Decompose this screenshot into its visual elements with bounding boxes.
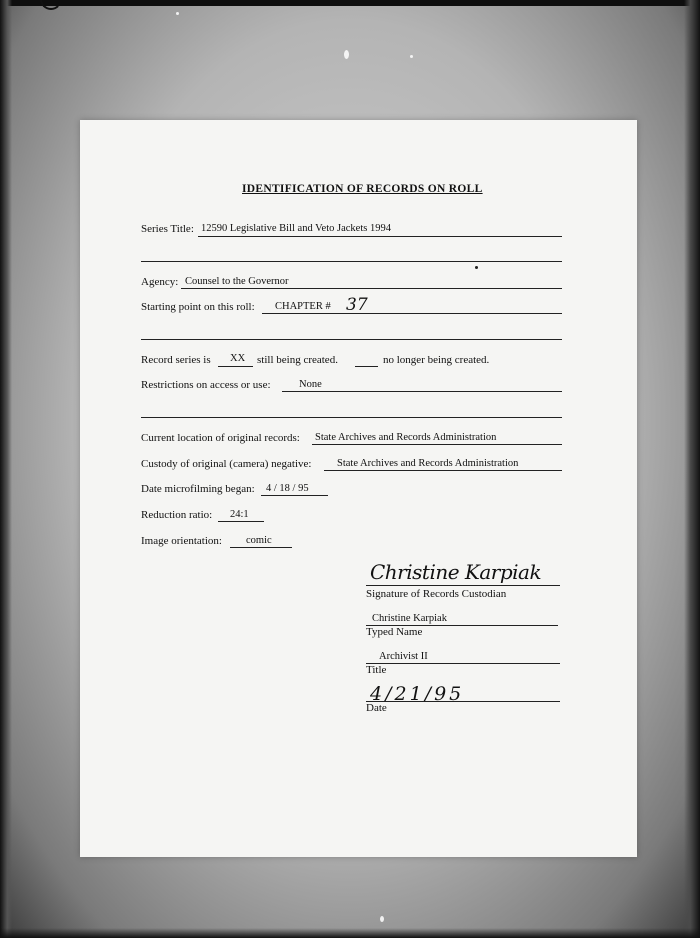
reduction-label: Reduction ratio: (141, 509, 213, 521)
restrictions-value: None (299, 379, 322, 390)
still-created-option: still being created. (257, 354, 338, 366)
date-caption: Date (366, 702, 387, 714)
agency-line (181, 288, 562, 289)
series-title-value: 12590 Legislative Bill and Veto Jackets 1994 (201, 223, 391, 234)
orientation-label: Image orientation: (141, 535, 222, 547)
reduction-line (218, 521, 264, 522)
record-series-mark: XX (230, 353, 246, 364)
orientation-line (230, 547, 292, 548)
reduction-value: 24:1 (230, 509, 249, 520)
current-location-label: Current location of original records: (141, 432, 300, 444)
typed-name-caption: Typed Name (366, 626, 423, 638)
orientation-value: comic (246, 535, 272, 546)
title-value: Archivist II (379, 651, 428, 662)
current-location-line (312, 444, 562, 445)
dust-speck (410, 55, 413, 58)
agency-label: Agency: (141, 276, 179, 288)
film-edge-left (0, 0, 12, 938)
signature-line (366, 585, 560, 586)
restrictions-label: Restrictions on access or use: (141, 379, 271, 391)
starting-point-label: Starting point on this roll: (141, 301, 255, 313)
signature-caption: Signature of Records Custodian (366, 588, 507, 600)
series-title-line (198, 236, 562, 237)
custodian-signature: Christine Karpiak (370, 560, 542, 584)
date-began-label: Date microfilming began: (141, 483, 255, 495)
dust-speck (176, 12, 179, 15)
film-edge-right (684, 0, 700, 938)
date-line (366, 701, 560, 702)
restrictions-line (282, 391, 562, 392)
agency-value: Counsel to the Governor (185, 276, 289, 287)
no-longer-option: no longer being created. (383, 354, 490, 366)
title-caption: Title (366, 664, 387, 676)
film-edge-bottom (0, 928, 700, 938)
date-began-line (261, 495, 328, 496)
starting-point-value: CHAPTER # (275, 301, 331, 312)
blank-line (141, 261, 562, 262)
date-handwritten: 4/21/95 (370, 683, 465, 705)
date-began-value: 4 / 18 / 95 (266, 483, 309, 494)
blank-line (141, 417, 562, 418)
film-edge-top (0, 0, 700, 6)
still-created-line (218, 366, 253, 367)
dust-speck (344, 50, 349, 59)
form-title: IDENTIFICATION OF RECORDS ON ROLL (242, 183, 483, 195)
form-page (80, 120, 637, 857)
typed-name-value: Christine Karpiak (372, 613, 447, 624)
stray-mark (475, 266, 478, 269)
starting-point-line (262, 313, 562, 314)
current-location-value: State Archives and Records Administration (315, 432, 497, 443)
series-title-label: Series Title: (141, 223, 194, 235)
custody-line (324, 470, 562, 471)
title-line (366, 663, 560, 664)
dust-speck (380, 916, 384, 922)
record-series-label: Record series is (141, 354, 211, 366)
custody-label: Custody of original (camera) negative: (141, 458, 312, 470)
blank-line (141, 339, 562, 340)
no-longer-line (355, 366, 378, 367)
custody-value: State Archives and Records Administration (337, 458, 519, 469)
starting-point-handwritten: 37 (346, 295, 368, 315)
corner-mark (40, 0, 62, 10)
